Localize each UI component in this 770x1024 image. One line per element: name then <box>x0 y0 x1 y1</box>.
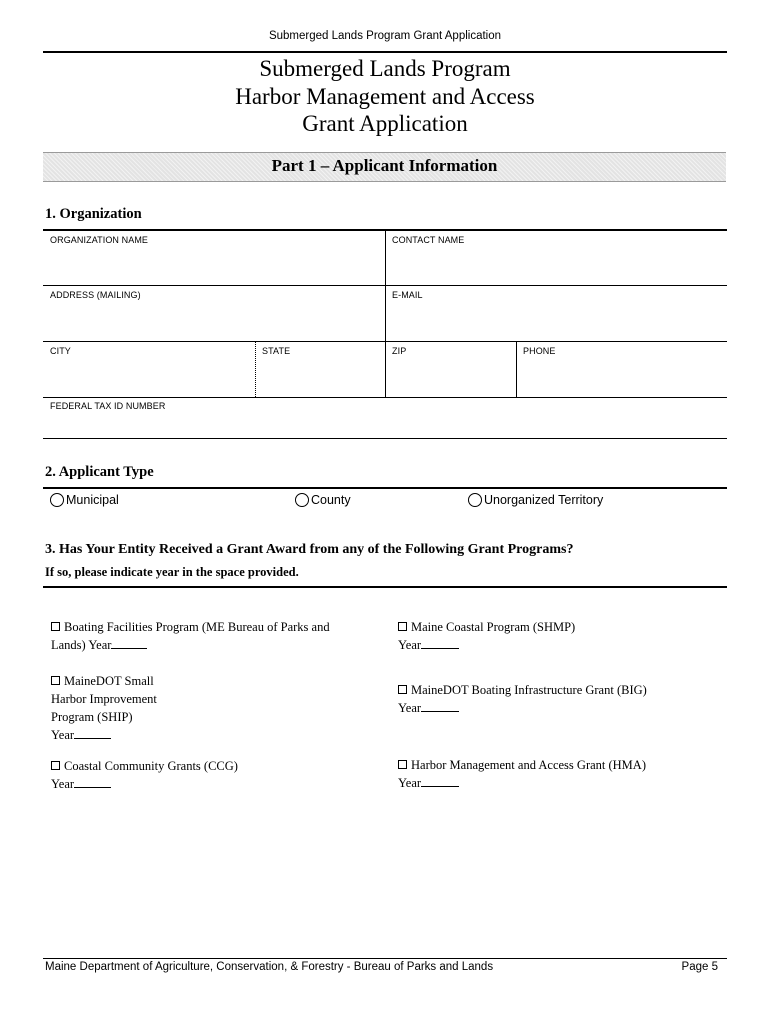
grant-item-big <box>398 681 728 717</box>
radio-unselected-icon[interactable] <box>468 493 482 507</box>
county-label: County <box>311 493 351 507</box>
contact-name-label: CONTACT NAME <box>392 235 465 245</box>
checkbox-big[interactable] <box>398 685 407 694</box>
section-1-heading: 1. Organization <box>45 206 142 222</box>
ship-label-line-3: Program (SHIP) <box>51 710 133 724</box>
zip-label: ZIP <box>392 346 407 356</box>
year-label: Year <box>398 701 422 715</box>
title-line-3: Grant Application <box>302 111 468 136</box>
state-field[interactable] <box>256 342 385 397</box>
grant-item-ship <box>51 672 251 744</box>
shmp-label: Maine Coastal Program (SHMP) <box>411 620 576 634</box>
grid-bottom-line <box>43 438 727 439</box>
grant-item-hma <box>398 756 728 792</box>
federal-tax-id-field[interactable] <box>43 398 727 438</box>
section-3-note: If so, please indicate year in the space provided. <box>45 565 299 579</box>
header-rule <box>43 51 727 53</box>
phone-field[interactable] <box>517 342 727 397</box>
section-3-rule <box>43 586 727 588</box>
municipal-label: Municipal <box>66 493 119 507</box>
phone-label: PHONE <box>523 346 556 356</box>
title-line-2: Harbor Management and Access <box>235 84 535 109</box>
year-label: Year <box>51 777 75 791</box>
part-heading: Part 1 – Applicant Information <box>43 152 726 182</box>
footer-department: Maine Department of Agriculture, Conservation, & Forestry - Bureau of Parks and Lands <box>45 961 494 973</box>
year-label: Year <box>88 638 112 652</box>
year-input-big[interactable] <box>421 700 459 712</box>
grant-item-shmp <box>398 618 718 654</box>
year-input-bfp[interactable] <box>111 637 147 649</box>
radio-unselected-icon[interactable] <box>295 493 309 507</box>
year-input-hma[interactable] <box>421 775 459 787</box>
bfp-label-line-1: Boating Facilities Program (ME Bureau of Parks and <box>64 620 330 634</box>
year-input-ccg[interactable] <box>74 776 111 788</box>
ship-label-line-2: Harbor Improvement <box>51 692 157 706</box>
grant-item-ccg <box>51 757 351 793</box>
applicant-type-unorganized-territory[interactable] <box>468 493 603 507</box>
bfp-label-line-2: Lands) <box>51 638 86 652</box>
organization-form-grid <box>43 229 727 440</box>
checkbox-ship[interactable] <box>51 676 60 685</box>
running-header: Submerged Lands Program Grant Application <box>268 30 502 42</box>
checkbox-hma[interactable] <box>398 760 407 769</box>
hma-label: Harbor Management and Access Grant (HMA) <box>411 758 646 772</box>
checkbox-ccg[interactable] <box>51 761 60 770</box>
contact-name-field[interactable] <box>386 230 727 285</box>
section-3-heading: 3. Has Your Entity Received a Grant Award from any of the Following Grant Programs? <box>45 542 574 557</box>
federal-tax-id-label: FEDERAL TAX ID NUMBER <box>50 401 166 411</box>
organization-name-label: ORGANIZATION NAME <box>50 235 149 245</box>
email-field[interactable] <box>386 286 727 341</box>
city-field[interactable] <box>43 342 255 397</box>
year-input-shmp[interactable] <box>421 637 459 649</box>
email-label: E-MAIL <box>392 290 423 300</box>
city-label: CITY <box>50 346 71 356</box>
address-field[interactable] <box>43 286 385 341</box>
applicant-type-municipal[interactable] <box>50 493 119 507</box>
checkbox-bfp[interactable] <box>51 622 60 631</box>
page-number: Page 5 <box>681 961 718 973</box>
year-input-ship[interactable] <box>74 727 111 739</box>
grant-item-bfp <box>51 618 381 654</box>
year-label: Year <box>398 776 422 790</box>
year-label: Year <box>51 728 75 742</box>
address-label: ADDRESS (MAILING) <box>50 290 141 300</box>
section-2-heading: 2. Applicant Type <box>45 464 154 480</box>
title-line-1: Submerged Lands Program <box>259 56 511 81</box>
ccg-label: Coastal Community Grants (CCG) <box>64 759 238 773</box>
applicant-type-county[interactable] <box>295 493 351 507</box>
state-label: STATE <box>262 346 291 356</box>
big-label: MaineDOT Boating Infrastructure Grant (BIG) <box>411 683 647 697</box>
section-2-rule <box>43 487 727 489</box>
ship-label-line-1: MaineDOT Small <box>64 674 154 688</box>
organization-name-field[interactable] <box>43 230 385 285</box>
unorganized-territory-label: Unorganized Territory <box>484 493 604 507</box>
year-label: Year <box>398 638 422 652</box>
radio-unselected-icon[interactable] <box>50 493 64 507</box>
zip-field[interactable] <box>386 342 516 397</box>
footer-rule <box>43 958 727 959</box>
checkbox-shmp[interactable] <box>398 622 407 631</box>
